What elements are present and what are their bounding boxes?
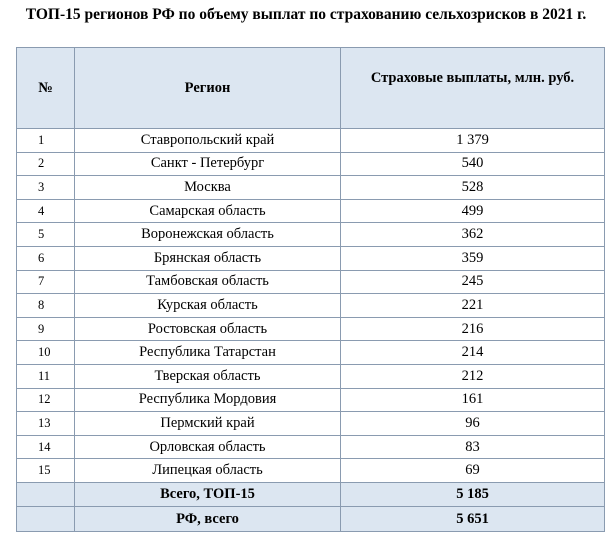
- table-row: [17, 223, 605, 247]
- table-row: [17, 270, 605, 294]
- row-number-cell: 15: [17, 459, 75, 483]
- row-value-cell: 362: [341, 223, 605, 247]
- table-row: [17, 152, 605, 176]
- row-region-cell: Курская область: [75, 294, 341, 318]
- row-number-cell: 7: [17, 270, 75, 294]
- page-title: ТОП-15 регионов РФ по объему выплат по страхованию сельхозрисков в 2021 г.: [25, 6, 587, 23]
- row-value-cell: 1 379: [341, 129, 605, 153]
- row-value-cell: 83: [341, 435, 605, 459]
- column-header-number: №: [17, 48, 75, 129]
- row-region-cell: Республика Татарстан: [75, 341, 341, 365]
- row-value-cell: 528: [341, 176, 605, 200]
- regions-table: [16, 47, 605, 532]
- table-row: [17, 341, 605, 365]
- row-region-cell: Ставропольский край: [75, 129, 341, 153]
- total-row: [17, 507, 605, 532]
- row-value-cell: 96: [341, 412, 605, 436]
- row-number-cell: 6: [17, 246, 75, 270]
- column-header-region: Регион: [75, 48, 341, 129]
- row-value-cell: 216: [341, 317, 605, 341]
- table-row: [17, 459, 605, 483]
- table-row: [17, 176, 605, 200]
- row-number-cell: 8: [17, 294, 75, 318]
- table-row: [17, 435, 605, 459]
- row-value-cell: 540: [341, 152, 605, 176]
- row-number-cell: 2: [17, 152, 75, 176]
- total-value-cell: 5 651: [341, 507, 605, 532]
- row-value-cell: 221: [341, 294, 605, 318]
- row-number-cell: 11: [17, 364, 75, 388]
- row-value-cell: 245: [341, 270, 605, 294]
- table-row: [17, 412, 605, 436]
- table-row: [17, 246, 605, 270]
- total-row: [17, 482, 605, 507]
- row-value-cell: 69: [341, 459, 605, 483]
- row-region-cell: Липецкая область: [75, 459, 341, 483]
- row-region-cell: Санкт - Петербург: [75, 152, 341, 176]
- row-value-cell: 161: [341, 388, 605, 412]
- row-number-cell: 10: [17, 341, 75, 365]
- column-header-payments: Страховые выплаты, млн. руб.: [341, 48, 605, 129]
- total-label-cell: РФ, всего: [75, 507, 341, 532]
- total-label-cell: Всего, ТОП-15: [75, 482, 341, 507]
- row-region-cell: Воронежская область: [75, 223, 341, 247]
- total-value-cell: 5 185: [341, 482, 605, 507]
- row-number-cell: 4: [17, 199, 75, 223]
- row-value-cell: 214: [341, 341, 605, 365]
- row-region-cell: Республика Мордовия: [75, 388, 341, 412]
- table-header-row: [17, 48, 605, 129]
- row-region-cell: Самарская область: [75, 199, 341, 223]
- table-row: [17, 317, 605, 341]
- row-value-cell: 212: [341, 364, 605, 388]
- row-number-cell: 1: [17, 129, 75, 153]
- row-number-cell: 12: [17, 388, 75, 412]
- row-region-cell: Брянская область: [75, 246, 341, 270]
- table-row: [17, 294, 605, 318]
- table-row: [17, 388, 605, 412]
- row-number-cell: 9: [17, 317, 75, 341]
- row-region-cell: Орловская область: [75, 435, 341, 459]
- row-number-cell: 3: [17, 176, 75, 200]
- row-value-cell: 359: [341, 246, 605, 270]
- row-region-cell: Тверская область: [75, 364, 341, 388]
- row-region-cell: Пермский край: [75, 412, 341, 436]
- table-row: [17, 199, 605, 223]
- row-value-cell: 499: [341, 199, 605, 223]
- total-number-cell: [17, 482, 75, 507]
- row-number-cell: 5: [17, 223, 75, 247]
- row-number-cell: 14: [17, 435, 75, 459]
- row-number-cell: 13: [17, 412, 75, 436]
- row-region-cell: Ростовская область: [75, 317, 341, 341]
- total-number-cell: [17, 507, 75, 532]
- table-row: [17, 364, 605, 388]
- table-row: [17, 129, 605, 153]
- row-region-cell: Тамбовская область: [75, 270, 341, 294]
- row-region-cell: Москва: [75, 176, 341, 200]
